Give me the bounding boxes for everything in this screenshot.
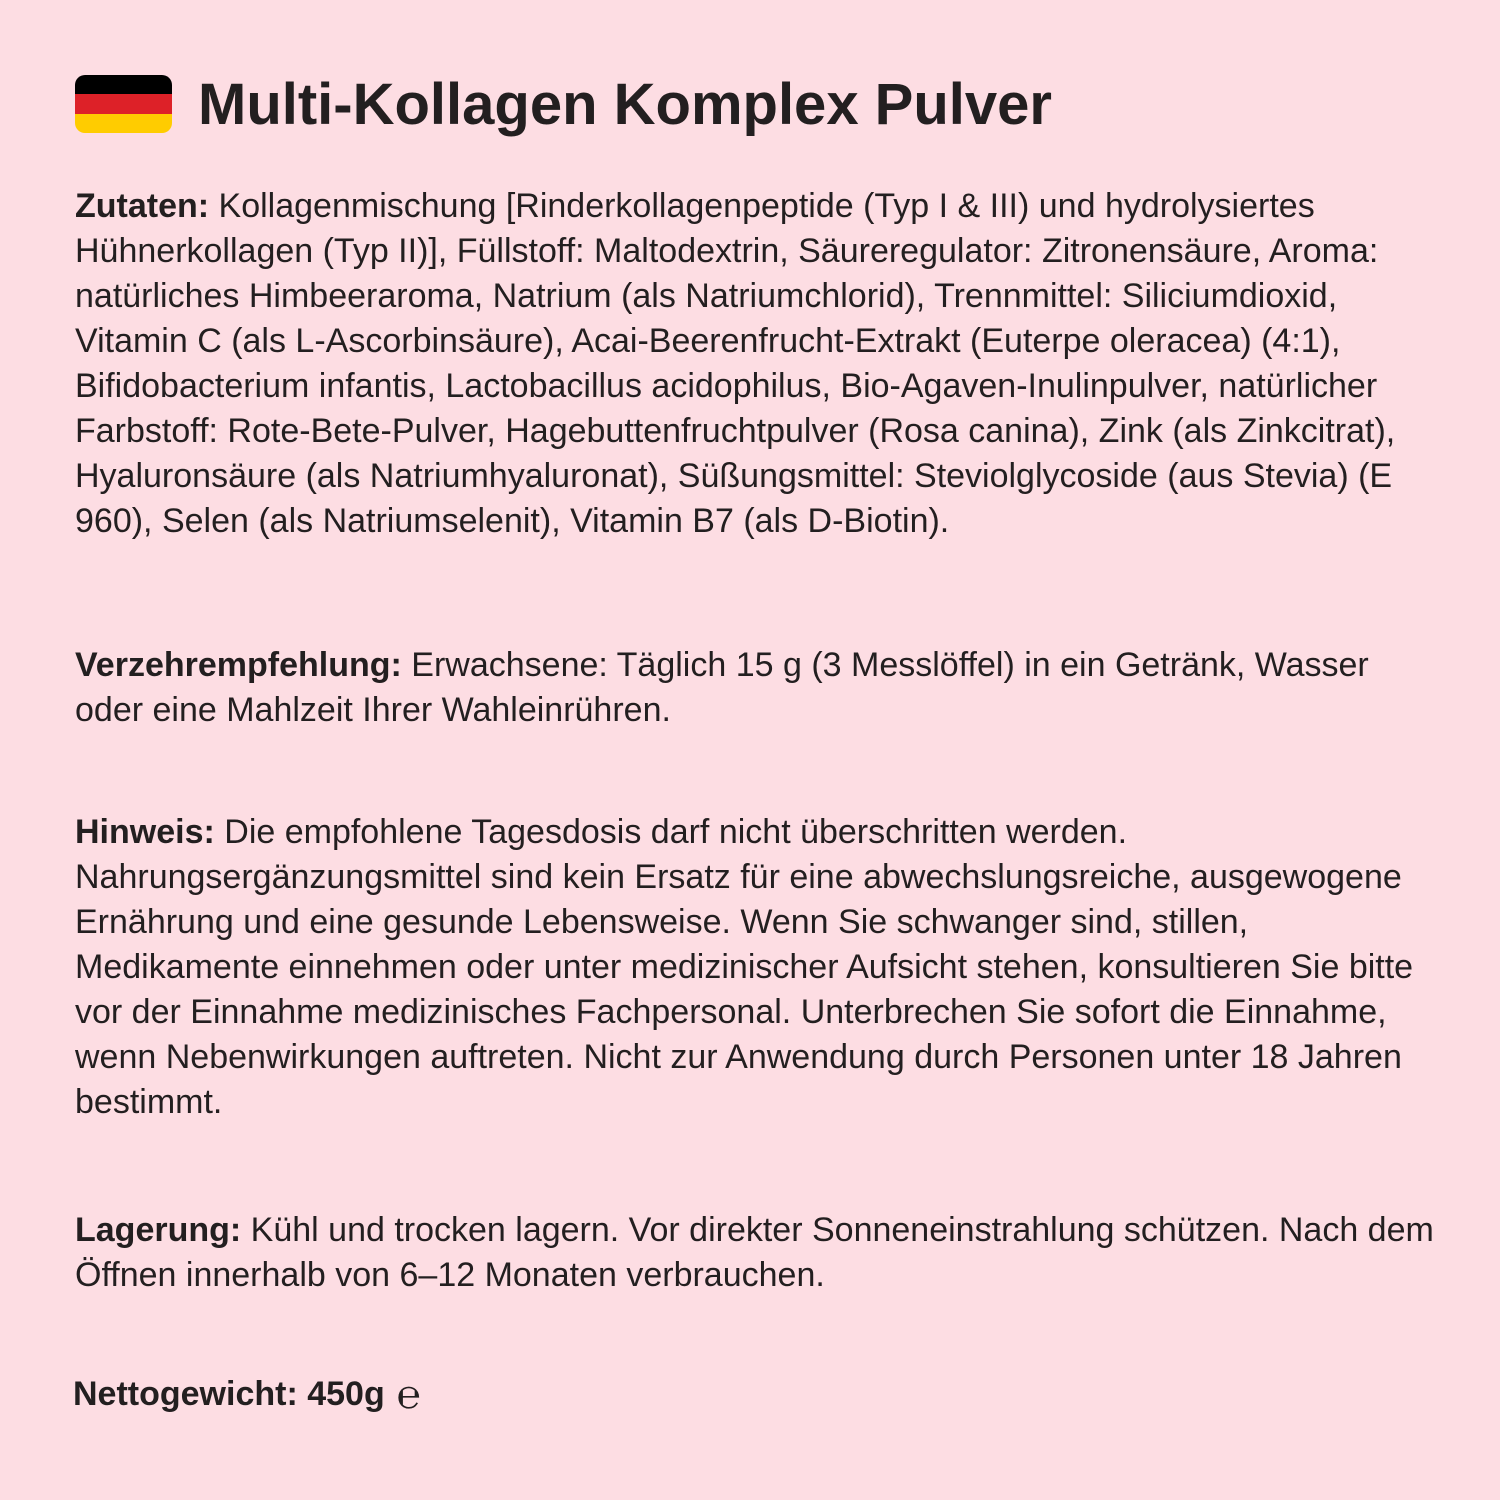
ingredients-text: Kollagenmischung [Rinderkollagenpeptide (Typ I & III) und hydrolysiertes Hühnerkollagen (Typ II)], Füllstoff: Maltodextrin, Säureregulator: Zitronensäure, Aroma: natürliches Himbeeraroma, Natrium (als Natriumchlorid), Trennmittel: Siliciumdioxid, Vitamin C (als L-Ascorbinsäure), Acai-Beerenfrucht-Extrakt (Euterpe oleracea) (4:1), Bifidobacterium infantis, Lactobacillus acidophilus, Bio-Agaven-Inulinpulver, natürlicher Farbstoff: Rote-Bete-Pulver, Hagebuttenfruchtpulver (Rosa canina), Zink (als Zinkcitrat), Hyaluronsäure (als Natriumhyaluronat), Süßungsmittel: Steviolglycoside (aus Stevia) (E 960), Selen (als Natriumselenit), Vitamin B7 (als D-Biotin).	[75, 187, 1396, 540]
dosage-label: Verzehrempfehlung:	[75, 646, 402, 684]
header	[75, 62, 1052, 146]
storage-section	[75, 1208, 1435, 1298]
ingredients-label: Zutaten:	[75, 187, 210, 225]
storage-text: Kühl und trocken lagern. Vor direkter Sonneneinstrahlung schützen. Nach dem Öffnen innerhalb von 6–12 Monaten verbrauchen.	[75, 1211, 1434, 1294]
estimated-sign-icon: ℮	[396, 1371, 421, 1418]
notice-text: Die empfohlene Tagesdosis darf nicht überschritten werden. Nahrungsergänzungsmittel sind kein Ersatz für eine abwechslungsreiche, ausgewogene Ernährung und eine gesunde Lebensweise. Wenn Sie schwanger sind, stillen, Medikamente einnehmen oder unter medizinischer Aufsicht stehen, konsultieren Sie bitte vor der Einnahme medizinisches Fachpersonal. Unterbrechen Sie sofort die Einnahme, wenn Nebenwirkungen auftreten. Nicht zur Anwendung durch Personen unter 18 Jahren bestimmt.	[75, 813, 1414, 1121]
dosage-text: Erwachsene: Täglich 15 g (3 Messlöffel) in ein Getränk, Wasser oder eine Mahlzeit Ihrer Wahleinrühren.	[75, 646, 1369, 729]
net-weight	[73, 1372, 421, 1417]
page-title: Multi-Kollagen Komplex Pulver	[198, 71, 1052, 137]
flag-stripe-black	[75, 75, 172, 94]
ingredients-section	[75, 184, 1435, 544]
notice-section	[75, 810, 1435, 1125]
flag-stripe-red	[75, 94, 172, 113]
german-flag-icon	[75, 75, 172, 133]
net-weight-text: Nettogewicht: 450g	[73, 1375, 385, 1413]
dosage-section	[75, 643, 1435, 733]
notice-label: Hinweis:	[75, 813, 215, 851]
flag-stripe-gold	[75, 114, 172, 133]
storage-label: Lagerung:	[75, 1211, 242, 1249]
